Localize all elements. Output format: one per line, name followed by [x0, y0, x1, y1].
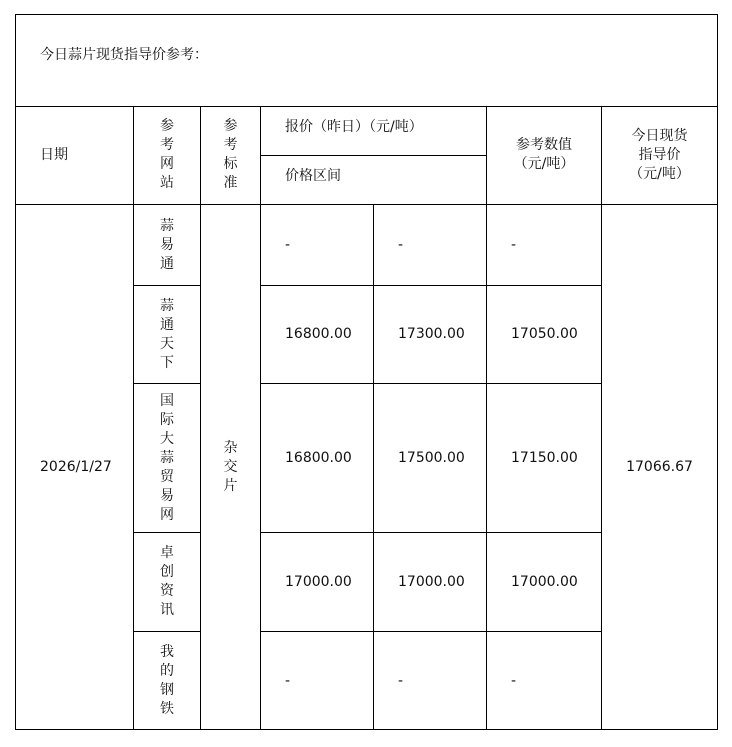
site-name: 国际大蒜贸易网 [160, 392, 174, 523]
range-low: 17000.00 [285, 573, 352, 590]
standard-value: 杂交片 [223, 440, 238, 494]
ref-value: 17000.00 [511, 573, 578, 590]
header-ref-value-line1: 参考数值 [516, 137, 572, 153]
range-high: 17000.00 [398, 573, 465, 590]
range-high: 17500.00 [398, 449, 465, 466]
table-row-site [134, 286, 200, 383]
range-low: 16800.00 [285, 326, 352, 342]
range-high: - [398, 236, 404, 253]
header-ref-value-line2: （元/吨） [513, 156, 575, 172]
header-ref-value-cell [487, 106, 601, 204]
table-row-site [134, 384, 200, 532]
col-line-3 [260, 106, 261, 730]
header-site: 参考网站 [160, 118, 174, 191]
guide-price-cell: 17066.67 [626, 459, 693, 475]
range-high: 17300.00 [398, 326, 465, 342]
standard-cell [201, 205, 260, 730]
header-guide-line2: 指导价 [638, 146, 681, 163]
range-high: - [398, 672, 404, 689]
range-low: - [285, 236, 291, 253]
header-guide-line1: 今日现货 [631, 127, 688, 144]
col-line-4 [373, 204, 374, 730]
range-low: - [285, 672, 291, 689]
header-quote: 报价（昨日）（元/吨） [285, 118, 423, 135]
site-name: 我的钢铁 [160, 644, 174, 717]
header-standard-cell [201, 106, 260, 204]
header-date: 日期 [40, 146, 68, 163]
site-name: 卓创资讯 [160, 545, 174, 618]
header-standard: 参考标准 [223, 118, 238, 191]
header-range: 价格区间 [285, 167, 341, 184]
ref-value: 17050.00 [511, 326, 578, 342]
header-guide-line3: （元/吨） [629, 165, 690, 182]
ref-value: 17150.00 [511, 449, 578, 466]
ref-value: - [511, 236, 517, 253]
ref-value: - [511, 672, 517, 689]
range-low: 16800.00 [285, 449, 352, 466]
table-row-site [134, 632, 200, 730]
table-title: 今日蒜片现货指导价参考： [40, 46, 208, 63]
header-guide-cell [602, 106, 717, 204]
date-cell: 2026/1/27 [40, 459, 112, 475]
site-name: 蒜通天下 [160, 297, 174, 371]
table-row-site [134, 205, 200, 285]
header-site-cell [134, 106, 200, 204]
site-name: 蒜易通 [160, 217, 174, 272]
table-row-site [134, 533, 200, 631]
